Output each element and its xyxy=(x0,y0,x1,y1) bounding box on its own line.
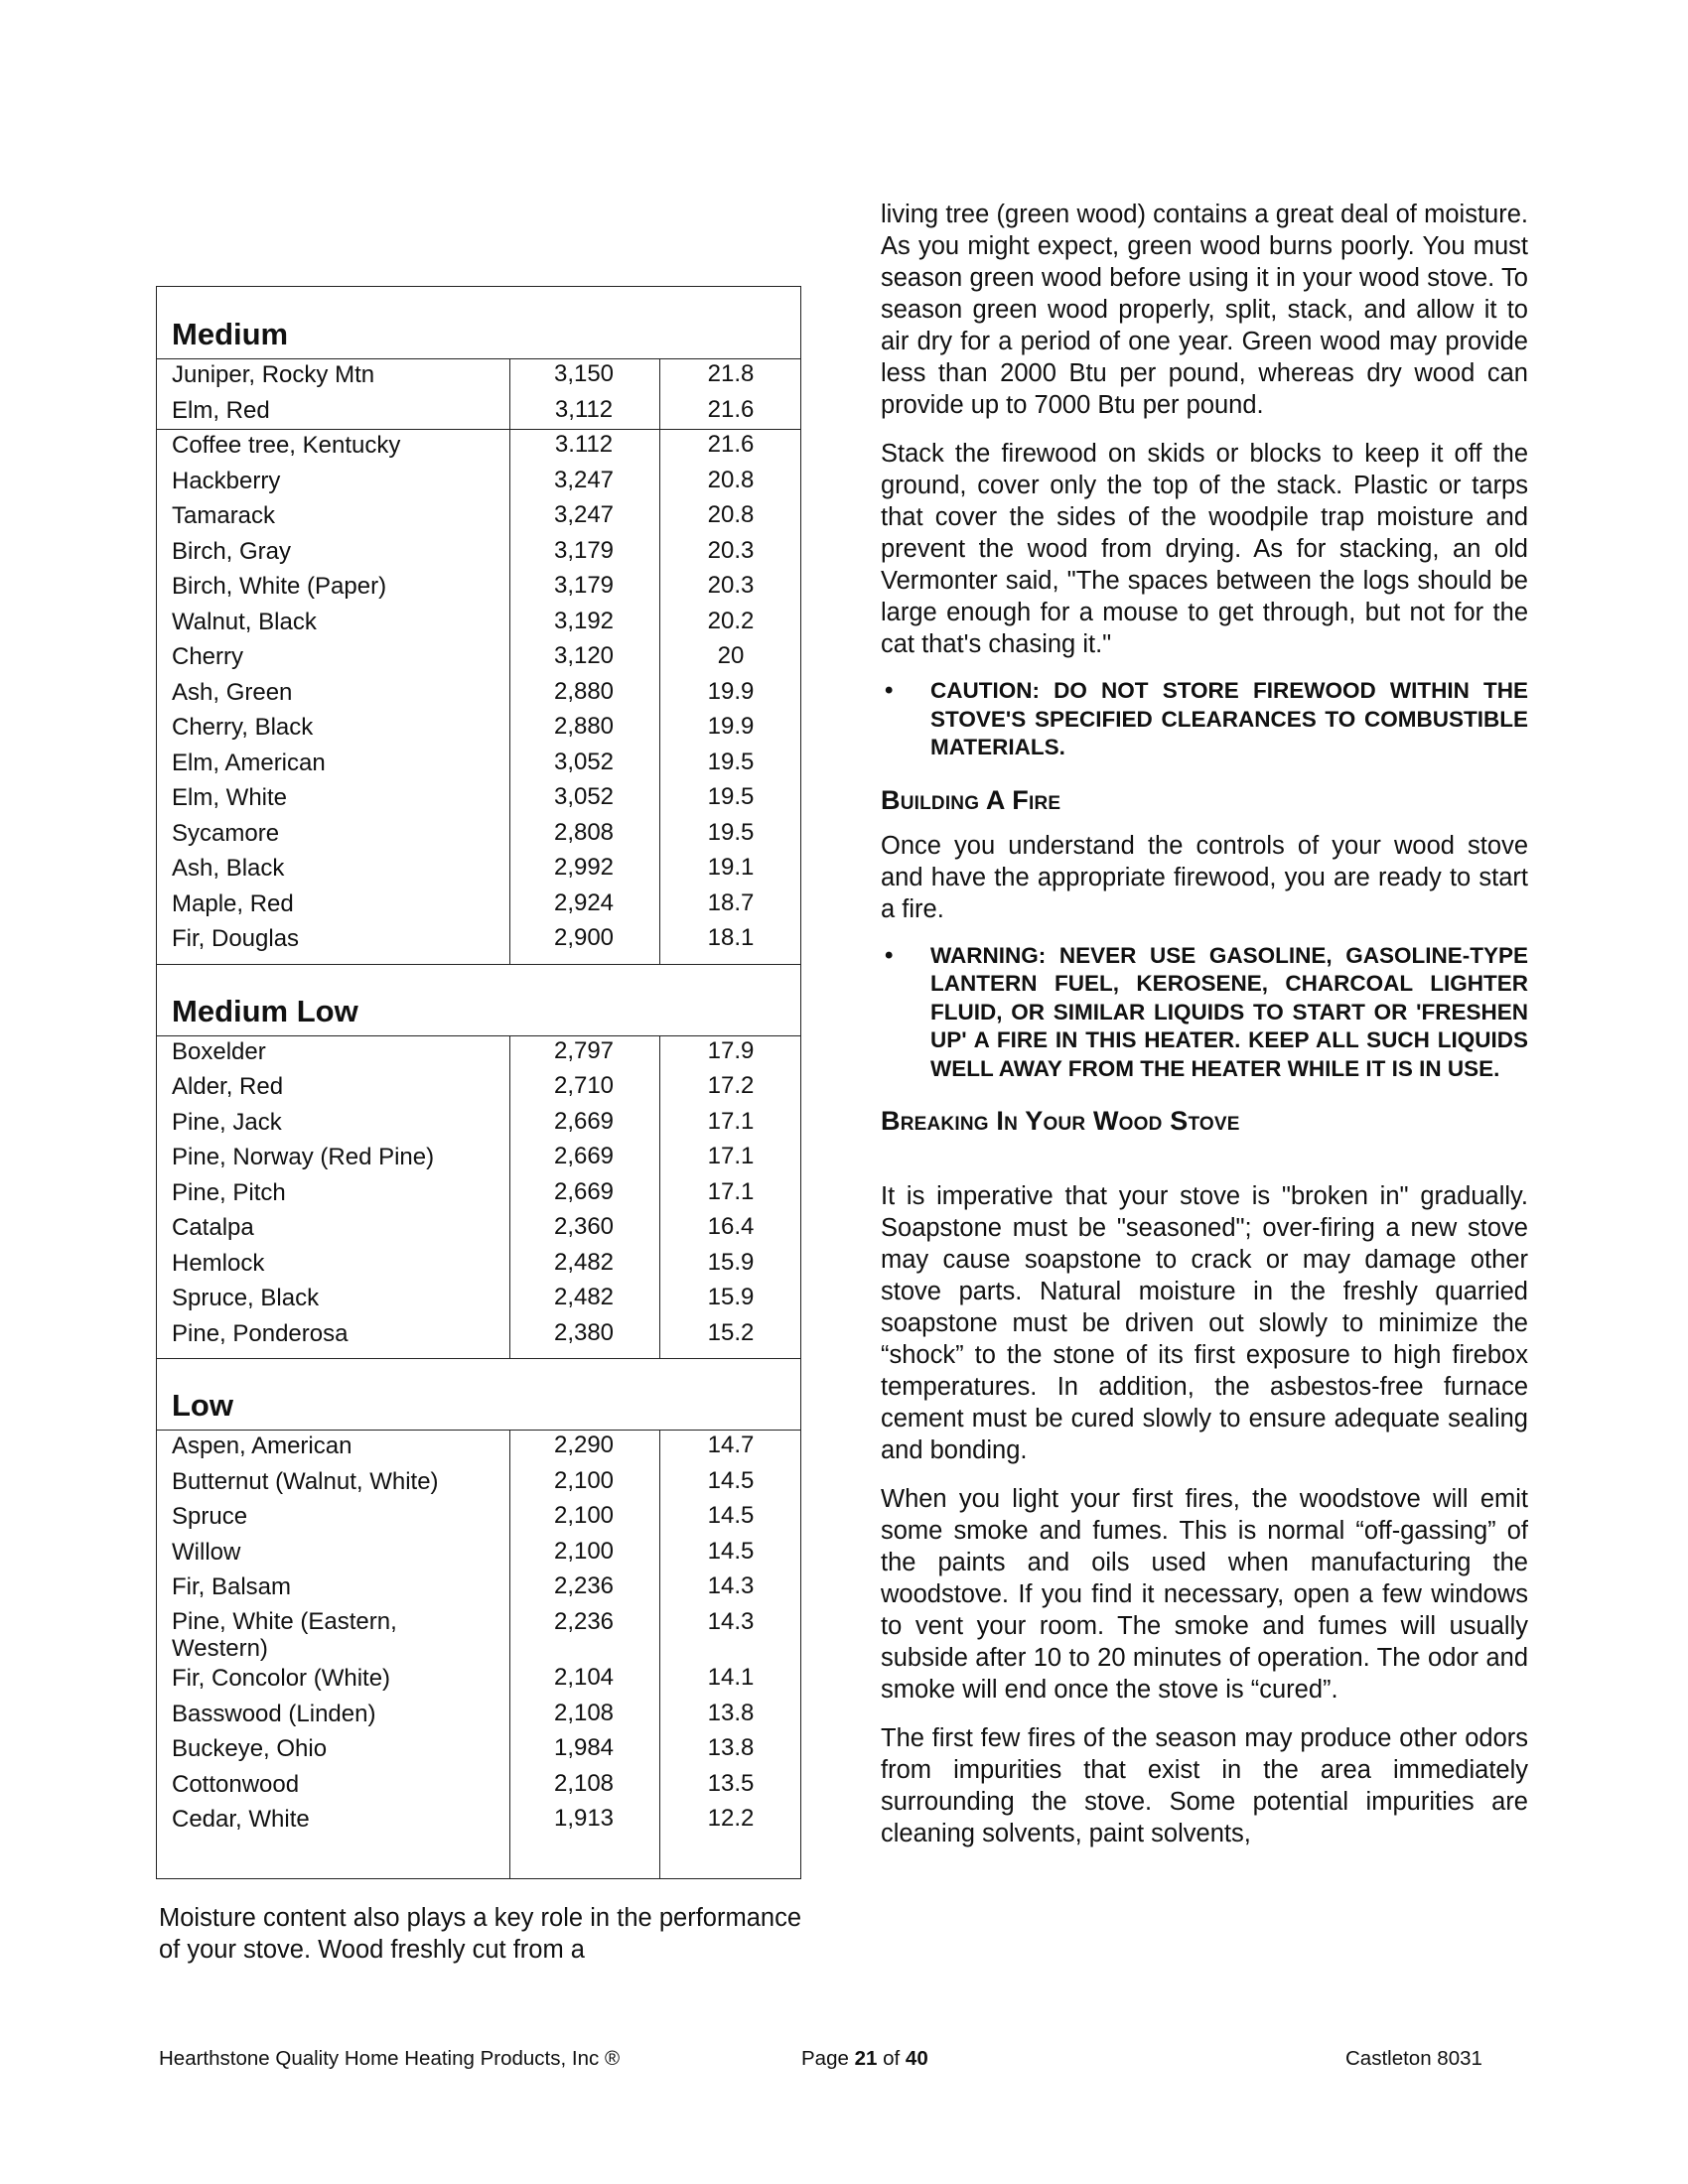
stacking-paragraph: Stack the firewood on skids or blocks to keep it off the ground, cover only the top of the stack. Plastic or tarps that cover the sides of the woodpile trap moisture and prevent the wood from drying. As for stacking, an old Vermonter said, "The spaces between the logs should be large enough for a mouse to get through, but not for the cat that's chasing it." xyxy=(881,440,1528,658)
cell-btu: 3,120 xyxy=(553,642,615,669)
column-divider xyxy=(509,1035,510,1359)
table-row xyxy=(157,922,800,958)
cell-mbtu: 20.8 xyxy=(707,466,755,493)
cell-mbtu: 15.9 xyxy=(707,1248,755,1276)
cell-btu: 3,112 xyxy=(554,395,614,423)
bullet-icon: • xyxy=(885,941,894,969)
cell-species: Ash, Black xyxy=(172,855,285,882)
table-section xyxy=(157,964,800,1359)
cell-btu: 2,992 xyxy=(553,854,615,881)
cell-btu: 2,100 xyxy=(553,1502,615,1529)
cell-mbtu: 20.3 xyxy=(707,572,755,599)
cell-mbtu: 14.3 xyxy=(707,1607,755,1635)
cell-species: Birch, Gray xyxy=(172,537,292,565)
cell-mbtu: 13.5 xyxy=(707,1769,755,1797)
cell-mbtu: 19.9 xyxy=(707,677,755,705)
caution-note xyxy=(881,677,1528,762)
table-row xyxy=(157,1430,800,1465)
cell-btu: 1,984 xyxy=(553,1734,615,1762)
cell-mbtu: 20.8 xyxy=(707,501,755,528)
cell-species: Pine, White (Eastern, Western) xyxy=(172,1607,397,1662)
cell-mbtu: 20 xyxy=(717,642,745,669)
table-row xyxy=(157,1570,800,1606)
table-row xyxy=(157,429,800,465)
column-divider xyxy=(509,358,510,964)
cell-mbtu: 13.8 xyxy=(707,1699,755,1726)
warning-note xyxy=(881,942,1528,1084)
cell-mbtu: 18.7 xyxy=(707,888,755,916)
table-row xyxy=(157,1606,800,1663)
cell-mbtu: 17.1 xyxy=(707,1107,755,1135)
table-row xyxy=(157,817,800,853)
cell-mbtu: 17.2 xyxy=(707,1072,755,1099)
cell-btu: 2,669 xyxy=(553,1143,615,1169)
bullet-icon: • xyxy=(885,677,894,704)
table-row xyxy=(157,711,800,747)
heading-breaking-in-text: Breaking In Your Wood Stove xyxy=(881,1106,1240,1136)
cell-species: Fir, Balsam xyxy=(172,1573,292,1600)
footer-page-of: of xyxy=(883,2047,901,2070)
cell-btu: 2,236 xyxy=(553,1607,615,1635)
cell-btu: 2,108 xyxy=(553,1699,615,1726)
cell-btu: 3,150 xyxy=(553,360,615,387)
table-row xyxy=(157,1698,800,1733)
section-header xyxy=(157,1358,800,1431)
cell-btu: 2,900 xyxy=(553,924,615,951)
table-row xyxy=(157,1106,800,1142)
table-row xyxy=(157,606,800,641)
table-row xyxy=(157,1803,800,1839)
cell-mbtu: 14.7 xyxy=(707,1432,755,1458)
cell-species: Walnut, Black xyxy=(172,608,317,635)
cell-mbtu: 21.6 xyxy=(707,395,755,423)
cell-mbtu: 18.1 xyxy=(707,924,755,951)
cell-btu: 3,052 xyxy=(553,783,615,810)
cell-species: Birch, White (Paper) xyxy=(172,573,387,600)
table-row xyxy=(157,1768,800,1804)
moisture-paragraph-text: Moisture content also plays a key role in the performance of your stove. Wood freshly cut from a xyxy=(159,1904,801,1964)
cell-species: Butternut (Walnut, White) xyxy=(172,1467,439,1495)
cell-btu: 3,247 xyxy=(553,501,615,528)
table-row xyxy=(157,358,800,394)
table-row xyxy=(157,1282,800,1317)
table-row xyxy=(157,465,800,500)
cell-btu: 2,104 xyxy=(553,1664,615,1692)
table-row xyxy=(157,1141,800,1176)
cell-species: Elm, American xyxy=(172,749,326,776)
table-row xyxy=(157,676,800,712)
cell-mbtu: 19.1 xyxy=(707,854,755,881)
cell-species: Fir, Concolor (White) xyxy=(172,1665,391,1693)
section-body xyxy=(157,358,800,964)
table-row xyxy=(157,852,800,887)
table-row xyxy=(157,1500,800,1536)
cell-species: Sycamore xyxy=(172,819,280,847)
cell-species: Willow xyxy=(172,1538,241,1566)
cell-btu: 2,108 xyxy=(553,1769,615,1797)
table-row xyxy=(157,1070,800,1106)
cell-species: Boxelder xyxy=(172,1037,266,1065)
table-row xyxy=(157,640,800,676)
footer-company: Hearthstone Quality Home Heating Products, Inc ® xyxy=(159,2047,621,2070)
cell-species: Fir, Douglas xyxy=(172,925,300,952)
cell-mbtu: 14.5 xyxy=(707,1502,755,1529)
heading-building-a-fire xyxy=(881,784,1528,816)
cell-mbtu: 14.3 xyxy=(707,1572,755,1599)
cell-btu: 3,179 xyxy=(553,572,615,599)
cell-btu: 2,360 xyxy=(553,1213,615,1240)
cell-species: Juniper, Rocky Mtn xyxy=(172,361,375,388)
table-section xyxy=(157,1358,800,1878)
cell-species: Tamarack xyxy=(172,502,276,529)
cell-btu: 2,669 xyxy=(553,1107,615,1135)
table-row xyxy=(157,1035,800,1071)
cell-species: Ash, Green xyxy=(172,678,293,706)
cell-mbtu: 20.3 xyxy=(707,536,755,564)
table-row xyxy=(157,570,800,606)
cell-btu: 2,290 xyxy=(553,1432,615,1458)
cell-species: Pine, Pitch xyxy=(172,1178,286,1206)
footer-page-total: 40 xyxy=(905,2047,928,2070)
firewood-btu-table xyxy=(156,286,801,1879)
cell-btu: 3,052 xyxy=(553,748,615,775)
table-row xyxy=(157,1317,800,1353)
table-section xyxy=(157,287,800,964)
table-row xyxy=(157,1662,800,1698)
cell-mbtu: 12.2 xyxy=(707,1805,755,1833)
start-fire-paragraph: Once you understand the controls of your wood stove and have the appropriate firewood, you are ready to start a fire. xyxy=(881,831,1528,923)
section-body xyxy=(157,1035,800,1359)
cell-species: Elm, Red xyxy=(172,396,270,424)
cell-species: Cherry xyxy=(172,643,244,670)
footer-page-prefix: Page xyxy=(801,2047,849,2070)
cell-btu: 3,179 xyxy=(553,536,615,564)
cell-btu: 3,192 xyxy=(553,607,615,634)
cell-btu: 2,797 xyxy=(553,1036,615,1064)
table-row xyxy=(157,499,800,535)
section-title: Medium xyxy=(172,317,289,351)
cell-species: Hackberry xyxy=(172,467,281,494)
cell-btu: 2,880 xyxy=(553,713,615,740)
cell-btu: 2,100 xyxy=(553,1537,615,1565)
green-wood-paragraph: living tree (green wood) contains a great deal of moisture. As you might expect, green wood burns poorly. You must season green wood before using it in your wood stove. To season green wood properly, split, stack, and allow it to air dry for a period of one year. Green wood may provide less than 2000 Btu per pound, whereas dry wood can provide up to 7000 Btu per pound. xyxy=(881,201,1528,419)
cell-mbtu: 15.2 xyxy=(707,1318,755,1346)
cell-mbtu: 14.5 xyxy=(707,1466,755,1494)
moisture-paragraph xyxy=(159,1902,801,1966)
cell-species: Aspen, American xyxy=(172,1433,352,1459)
cell-species: Pine, Ponderosa xyxy=(172,1319,349,1347)
cell-mbtu: 19.9 xyxy=(707,713,755,740)
cell-species: Alder, Red xyxy=(172,1073,284,1100)
column-divider xyxy=(659,1035,660,1359)
cell-species: Catalpa xyxy=(172,1214,254,1241)
table-row xyxy=(157,1247,800,1283)
table-row xyxy=(157,394,800,430)
table-row xyxy=(157,1465,800,1501)
break-in-paragraph: It is imperative that your stove is "broken in" gradually. Soapstone must be "seasoned"; over-firing a new stove may cause soapstone to crack or may damage other stove parts. Natural moisture in the freshly quarried soapstone must be driven out slowly to minimize the “shock” to the stone of its first exposure to high firebox temperatures. In addition, the asbestos-free furnace cement must be cured slowly to ensure adequate sealing and bonding. xyxy=(881,1182,1528,1464)
cell-species: Basswood (Linden) xyxy=(172,1700,376,1727)
cell-species: Cedar, White xyxy=(172,1806,310,1834)
table-row xyxy=(157,1211,800,1247)
cell-species: Spruce, Black xyxy=(172,1285,320,1311)
cell-btu: 2,380 xyxy=(553,1318,615,1346)
column-divider xyxy=(659,358,660,964)
cell-species: Cottonwood xyxy=(172,1770,300,1798)
cell-mbtu: 21.8 xyxy=(707,360,755,387)
cell-mbtu: 14.1 xyxy=(707,1664,755,1692)
cell-species: Buckeye, Ohio xyxy=(172,1735,328,1763)
cell-btu: 2,880 xyxy=(553,677,615,705)
cell-mbtu: 20.2 xyxy=(707,607,755,634)
cell-species: Hemlock xyxy=(172,1249,265,1277)
table-row xyxy=(157,1536,800,1571)
cell-mbtu: 19.5 xyxy=(707,748,755,775)
table-row xyxy=(157,1732,800,1768)
cell-mbtu: 16.4 xyxy=(707,1213,755,1240)
cell-species: Cherry, Black xyxy=(172,714,314,741)
cell-species: Elm, White xyxy=(172,784,288,811)
heading-breaking-in xyxy=(881,1105,1528,1137)
footer-model: Castleton 8031 xyxy=(1345,2047,1482,2070)
cell-mbtu: 19.5 xyxy=(707,818,755,846)
cell-btu: 2,808 xyxy=(553,818,615,846)
cell-btu: 3.112 xyxy=(554,431,614,458)
column-divider xyxy=(659,1430,660,1878)
cell-btu: 1,913 xyxy=(553,1805,615,1833)
footer-page-number xyxy=(801,2047,928,2071)
table-row xyxy=(157,535,800,571)
cell-species: Maple, Red xyxy=(172,889,294,917)
table-row xyxy=(157,1176,800,1212)
warning-text: WARNING: NEVER USE GASOLINE, GASOLINE-TYPE LANTERN FUEL, KEROSENE, CHARCOAL LIGHTER FLUID, OR SIMILAR LIQUIDS TO START OR 'FRESHEN UP' A FIRE IN THIS HEATER. KEEP ALL SUCH LIQUIDS WELL AWAY FROM THE HEATER WHILE IT IS IN USE. xyxy=(930,942,1528,1081)
cell-species: Coffee tree, Kentucky xyxy=(172,432,401,459)
cell-species: Pine, Norway (Red Pine) xyxy=(172,1144,435,1170)
cell-species: Spruce xyxy=(172,1503,248,1530)
cell-btu: 2,236 xyxy=(553,1572,615,1599)
table-row xyxy=(157,781,800,817)
page-footer xyxy=(0,2047,1688,2077)
cell-mbtu: 15.9 xyxy=(707,1284,755,1310)
cell-mbtu: 17.1 xyxy=(707,1177,755,1205)
cell-mbtu: 14.5 xyxy=(707,1537,755,1565)
cell-mbtu: 13.8 xyxy=(707,1734,755,1762)
heading-building-a-fire-text: Building A Fire xyxy=(881,784,1061,815)
cell-btu: 2,482 xyxy=(553,1284,615,1310)
section-body xyxy=(157,1430,800,1878)
column-divider xyxy=(509,1430,510,1878)
cell-mbtu: 17.9 xyxy=(707,1036,755,1064)
table-row xyxy=(157,887,800,923)
odors-paragraph: The first few fires of the season may produce other odors from impurities that exist in the area immediately surrounding the stove. Some potential impurities are cleaning solvents, paint solvents, xyxy=(881,1724,1528,1847)
cell-btu: 2,482 xyxy=(553,1248,615,1276)
cell-mbtu: 17.1 xyxy=(707,1143,755,1169)
cell-btu: 2,100 xyxy=(553,1466,615,1494)
footer-page-current: 21 xyxy=(854,2047,878,2070)
section-header xyxy=(157,287,800,359)
cell-species: Pine, Jack xyxy=(172,1108,282,1136)
right-text-column xyxy=(881,199,1528,1866)
caution-text: CAUTION: DO NOT STORE FIREWOOD WITHIN THE STOVE'S SPECIFIED CLEARANCES TO COMBUSTIBLE MATERIALS. xyxy=(930,678,1528,759)
cell-mbtu: 21.6 xyxy=(707,431,755,458)
section-title: Medium Low xyxy=(172,993,358,1028)
cell-btu: 2,669 xyxy=(553,1177,615,1205)
off-gassing-paragraph: When you light your first fires, the woodstove will emit some smoke and fumes. This is normal “off-gassing” of the paints and oils used when manufacturing the woodstove. If you find it necessary, open a few windows to vent your room. The smoke and fumes will usually subside after 10 to 20 minutes of operation. The odor and smoke will end once the stove is “cured”. xyxy=(881,1485,1528,1704)
section-title: Low xyxy=(172,1388,233,1423)
cell-btu: 2,710 xyxy=(553,1072,615,1099)
section-header xyxy=(157,964,800,1036)
table-row xyxy=(157,747,800,782)
cell-btu: 2,924 xyxy=(553,888,615,916)
cell-mbtu: 19.5 xyxy=(707,783,755,810)
cell-btu: 3,247 xyxy=(553,466,615,493)
